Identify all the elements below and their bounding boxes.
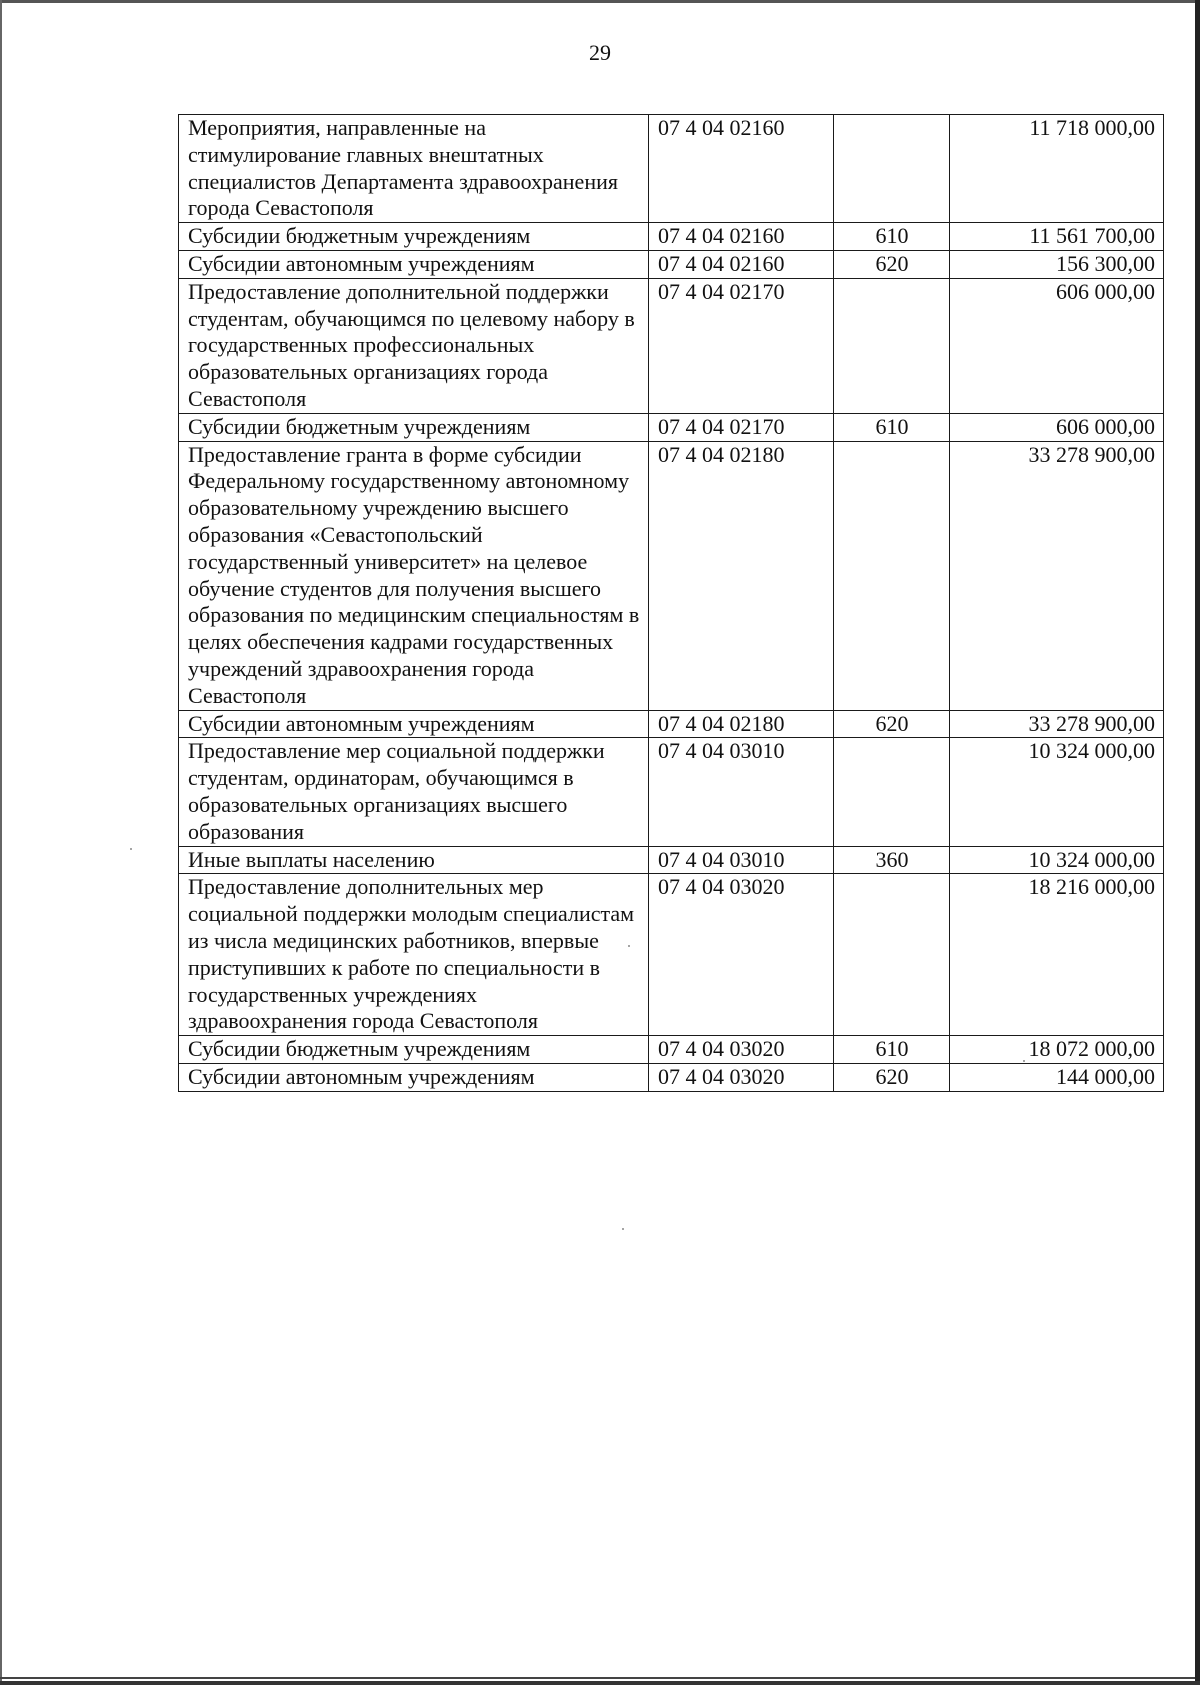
- row-name: Предоставление гранта в форме субсидии Федеральному государственному автономному образовательному учреждению высшего образования «Севастопольский государственный университет» на целевое обучение студентов для получения высшего образования по медицинским специальностям в целях обеспечения кадрами государственных учреждений здравоохранения города Севастополя: [179, 441, 649, 710]
- row-name: Предоставление дополнительных мер социальной поддержки молодым специалистам из числа медицинских работников, впервые приступивших к работе по специальности в государственных учреждениях здравоохранения города Севастополя: [179, 874, 649, 1036]
- table-row: [179, 278, 1164, 413]
- row-sum: 606 000,00: [950, 413, 1164, 441]
- row-name: Предоставление дополнительной поддержки студентам, обучающимся по целевому набору в государственных профессиональных образовательных организациях города Севастополя: [179, 278, 649, 413]
- scan-edge-right: [1195, 0, 1200, 1685]
- row-name: Предоставление мер социальной поддержки студентам, ординаторам, обучающимся в образовательных организациях высшего образования: [179, 738, 649, 846]
- row-sum: 144 000,00: [950, 1063, 1164, 1091]
- row-code: 07 4 04 03010: [649, 846, 834, 874]
- table-row: [179, 710, 1164, 738]
- row-expense-type: [834, 278, 950, 413]
- table-row: [179, 1063, 1164, 1091]
- budget-table: [178, 114, 1164, 1092]
- row-name: Субсидии бюджетным учреждениям: [179, 223, 649, 251]
- scan-speck: [1023, 1060, 1025, 1062]
- row-sum: 33 278 900,00: [950, 710, 1164, 738]
- row-code: 07 4 04 02180: [649, 710, 834, 738]
- row-code: 07 4 04 03020: [649, 1036, 834, 1064]
- scan-speck: [622, 1228, 624, 1230]
- row-sum: 18 216 000,00: [950, 874, 1164, 1036]
- row-expense-type: 620: [834, 250, 950, 278]
- row-name: Субсидии автономным учреждениям: [179, 710, 649, 738]
- table-row: [179, 738, 1164, 846]
- row-expense-type: 360: [834, 846, 950, 874]
- row-code: 07 4 04 02170: [649, 278, 834, 413]
- row-expense-type: 610: [834, 223, 950, 251]
- row-code: 07 4 04 02160: [649, 223, 834, 251]
- table-row: [179, 115, 1164, 223]
- row-name: Субсидии бюджетным учреждениям: [179, 1036, 649, 1064]
- row-expense-type: 620: [834, 1063, 950, 1091]
- row-sum: 156 300,00: [950, 250, 1164, 278]
- row-sum: 10 324 000,00: [950, 846, 1164, 874]
- row-sum: 33 278 900,00: [950, 441, 1164, 710]
- row-sum: 606 000,00: [950, 278, 1164, 413]
- row-expense-type: [834, 441, 950, 710]
- row-sum: 18 072 000,00: [950, 1036, 1164, 1064]
- table-row: [179, 441, 1164, 710]
- table-row: [179, 1036, 1164, 1064]
- table-row: [179, 874, 1164, 1036]
- scan-speck: [130, 848, 132, 850]
- row-name: Субсидии автономным учреждениям: [179, 250, 649, 278]
- row-sum: 11 718 000,00: [950, 115, 1164, 223]
- row-expense-type: [834, 115, 950, 223]
- scan-edge-top: [0, 0, 1200, 3]
- row-expense-type: 610: [834, 413, 950, 441]
- page-number: 29: [589, 40, 611, 65]
- scan-edge-left: [0, 0, 2, 1685]
- row-expense-type: 610: [834, 1036, 950, 1064]
- row-code: 07 4 04 02170: [649, 413, 834, 441]
- row-sum: 11 561 700,00: [950, 223, 1164, 251]
- row-code: 07 4 04 02180: [649, 441, 834, 710]
- row-name: Субсидии бюджетным учреждениям: [179, 413, 649, 441]
- table-row: [179, 250, 1164, 278]
- row-name: Субсидии автономным учреждениям: [179, 1063, 649, 1091]
- row-code: 07 4 04 02160: [649, 250, 834, 278]
- row-expense-type: [834, 738, 950, 846]
- scan-line-bottom: [0, 1677, 1195, 1679]
- row-code: 07 4 04 02160: [649, 115, 834, 223]
- row-expense-type: 620: [834, 710, 950, 738]
- table-row: [179, 223, 1164, 251]
- row-expense-type: [834, 874, 950, 1036]
- table-row: [179, 413, 1164, 441]
- row-sum: 10 324 000,00: [950, 738, 1164, 846]
- row-name: Мероприятия, направленные на стимулирование главных внештатных специалистов Департамента здравоохранения города Севастополя: [179, 115, 649, 223]
- row-name: Иные выплаты населению: [179, 846, 649, 874]
- row-code: 07 4 04 03020: [649, 1063, 834, 1091]
- table-row: [179, 846, 1164, 874]
- row-code: 07 4 04 03010: [649, 738, 834, 846]
- row-code: 07 4 04 03020: [649, 874, 834, 1036]
- scan-speck: [628, 945, 630, 947]
- scan-edge-bottom: [0, 1681, 1200, 1685]
